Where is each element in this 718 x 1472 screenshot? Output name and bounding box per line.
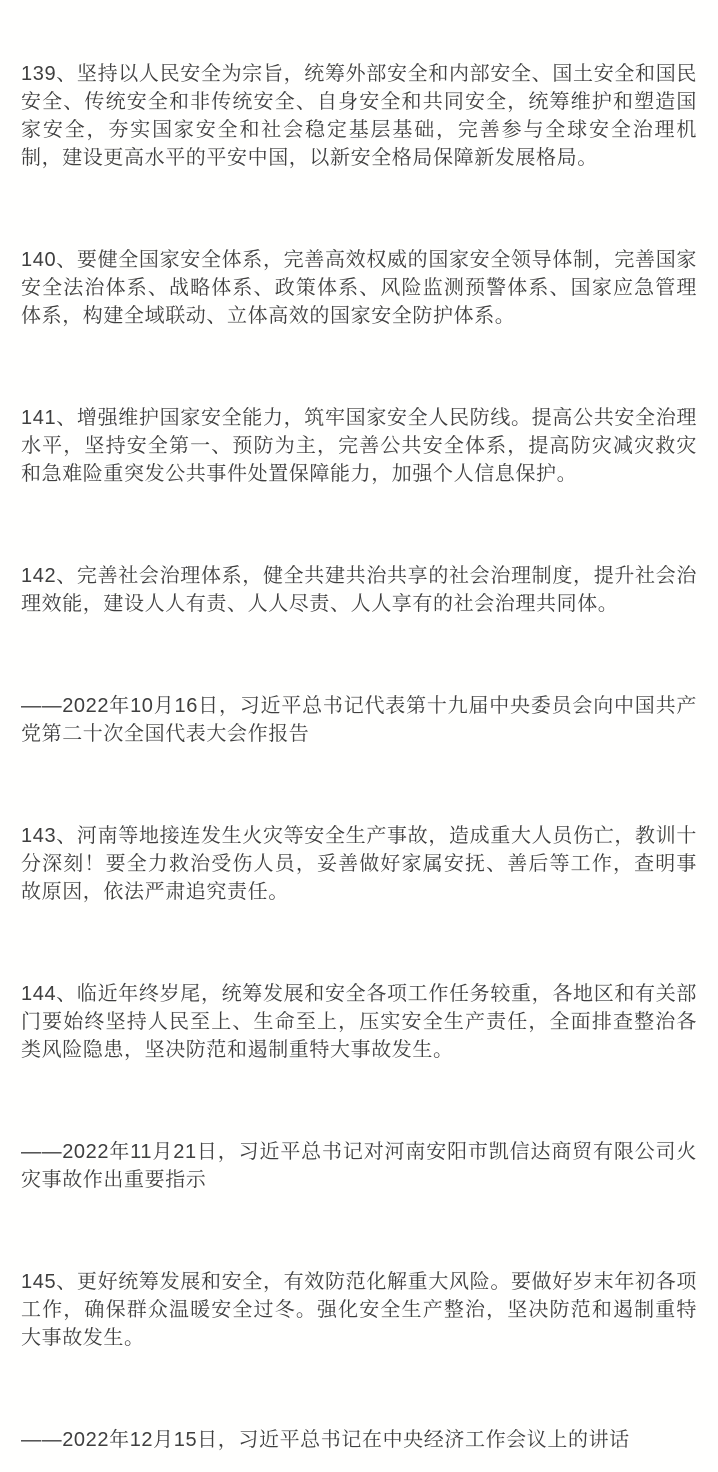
quote-paragraph: 143、河南等地接连发生火灾等安全生产事故，造成重大人员伤亡，教训十分深刻！要全力救治受伤人员，妥善做好家属安抚、善后等工作，查明事故原因，依法严肃追究责任。 — [21, 825, 697, 903]
quote-paragraph: 145、更好统筹发展和安全，有效防范化解重大风险。要做好岁末年初各项工作，确保群众温暖安全过冬。强化安全生产整治，坚决防范和遏制重特大事故发生。 — [21, 1271, 697, 1349]
source-citation: ——2022年12月15日，习近平总书记在中央经济工作会议上的讲话 — [21, 1429, 630, 1451]
quote-paragraph: 142、完善社会治理体系，健全共建共治共享的社会治理制度，提升社会治理效能，建设人人有责、人人尽责、人人享有的社会治理共同体。 — [21, 565, 697, 615]
quote-paragraph: 139、坚持以人民安全为宗旨，统筹外部安全和内部安全、国土安全和国民安全、传统安全和非传统安全、自身安全和共同安全，统筹维护和塑造国家安全，夯实国家安全和社会稳定基层基础，完善参与全球安全治理机制，建设更高水平的平安中国，以新安全格局保障新发展格局。 — [21, 63, 697, 169]
source-citation: ——2022年10月16日，习近平总书记代表第十九届中央委员会向中国共产党第二十次全国代表大会作报告 — [21, 695, 697, 745]
quote-paragraph: 140、要健全国家安全体系，完善高效权威的国家安全领导体制，完善国家安全法治体系、战略体系、政策体系、风险监测预警体系、国家应急管理体系，构建全域联动、立体高效的国家安全防护体系。 — [21, 249, 697, 327]
quote-paragraph: 141、增强维护国家安全能力，筑牢国家安全人民防线。提高公共安全治理水平，坚持安全第一、预防为主，完善公共安全体系，提高防灾减灾救灾和急难险重突发公共事件处置保障能力，加强个人信息保护。 — [21, 407, 697, 485]
source-citation: ——2022年11月21日，习近平总书记对河南安阳市凯信达商贸有限公司火灾事故作出重要指示 — [21, 1141, 697, 1191]
quote-paragraph: 144、临近年终岁尾，统筹发展和安全各项工作任务较重，各地区和有关部门要始终坚持人民至上、生命至上，压实安全生产责任，全面排查整治各类风险隐患，坚决防范和遏制重特大事故发生。 — [21, 983, 697, 1061]
